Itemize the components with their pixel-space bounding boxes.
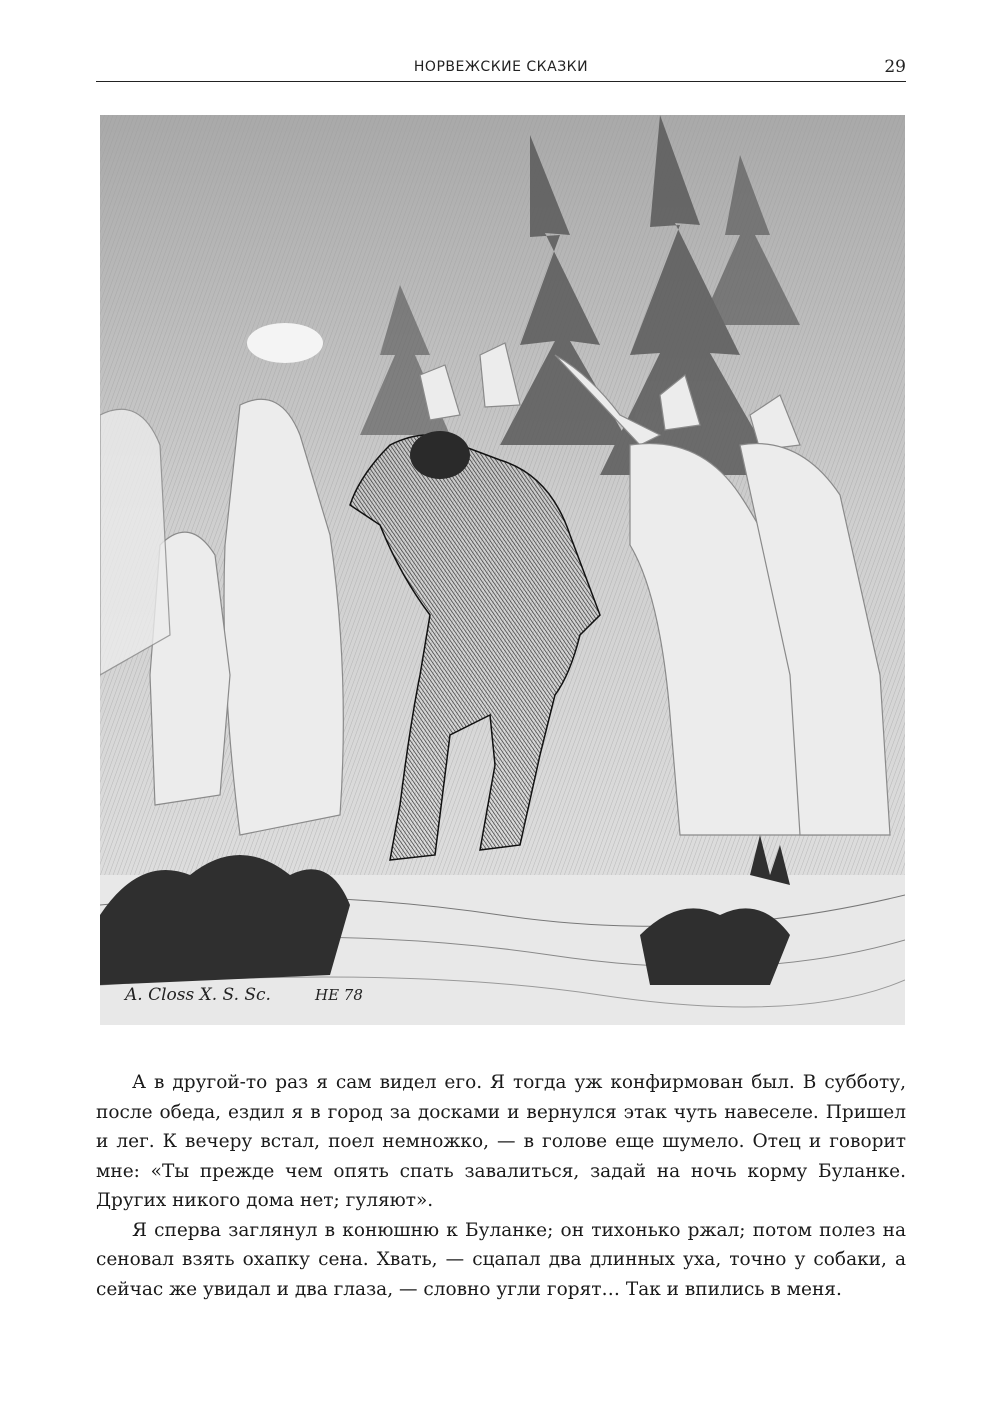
page-number: 29 xyxy=(884,57,906,77)
running-head xyxy=(96,56,906,82)
engraver-signature: A. Closs X. S. Sc. xyxy=(125,985,271,1005)
running-title: НОРВЕЖСКИЕ СКАЗКИ xyxy=(413,59,589,75)
engraving-drawing xyxy=(100,115,905,1025)
monogram: HE 78 xyxy=(315,986,363,1004)
header-rule xyxy=(96,81,906,82)
moon xyxy=(247,323,323,363)
body-text xyxy=(96,1068,906,1304)
engraving-illustration xyxy=(100,115,905,1025)
paragraph: А в другой-то раз я сам видел его. Я тогда уж конфирмован был. В субботу, после обеда, ездил я в город за досками и вернулся этак чуть навеселе. Пришел и лег. К вечеру встал, поел немножко, — в голове еще шумело. Отец и говорит мне: «Ты прежде чем опять спать завалиться, задай на ночь корму Буланке. Других никого дома нет; гуляют». xyxy=(96,1072,906,1211)
paragraph: Я сперва заглянул в конюшню к Буланке; он тихонько ржал; потом полез на сеновал взять охапку сена. Хвать, — сцапал два длинных уха, точно у собаки, а сейчас же увидал и два глаза, — словно угли горят… Так и впились в меня. xyxy=(96,1219,906,1300)
